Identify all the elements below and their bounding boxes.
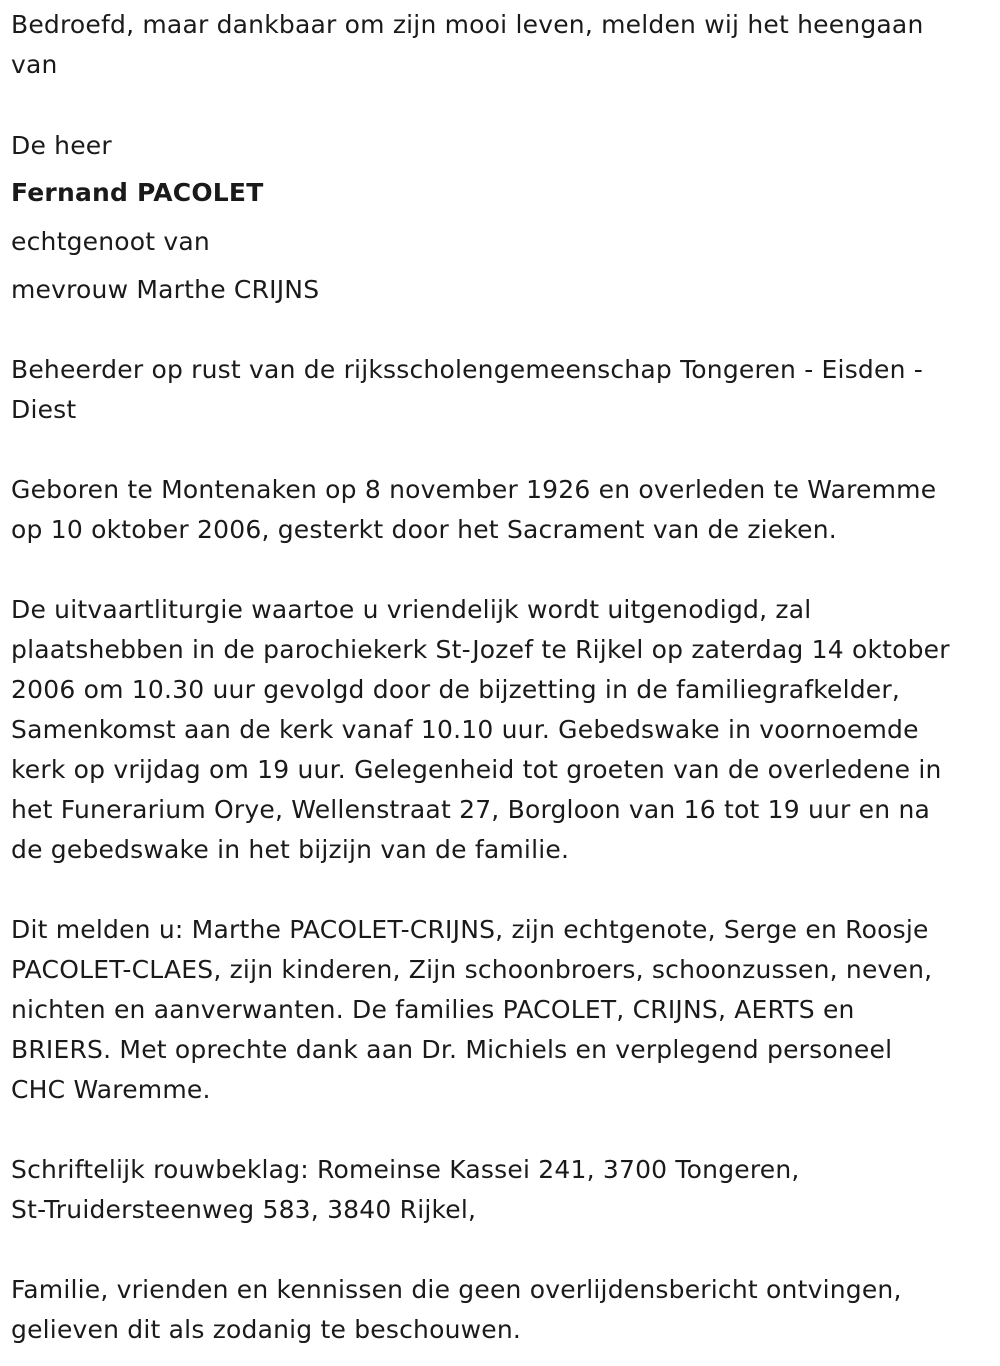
family-line: CHC Waremme. xyxy=(11,1075,211,1104)
role-paragraph xyxy=(11,350,991,430)
role-line: Diest xyxy=(11,395,77,424)
intro-line: van xyxy=(11,50,58,79)
family-line: PACOLET-CLAES, zijn kinderen, Zijn schoonbroers, schoonzussen, neven, xyxy=(11,955,933,984)
family-line: Dit melden u: Marthe PACOLET-CRIJNS, zijn echtgenote, Serge en Roosje xyxy=(11,915,929,944)
spouse-label: echtgenoot van xyxy=(11,227,210,256)
funeral-line: plaatshebben in de parochiekerk St-Jozef te Rijkel op zaterdag 14 oktober xyxy=(11,635,950,664)
address-line: Schriftelijk rouwbeklag: Romeinse Kassei 241, 3700 Tongeren, xyxy=(11,1155,800,1184)
closing-line: gelieven dit als zodanig te beschouwen. xyxy=(11,1315,522,1344)
family-line: nichten en aanverwanten. De families PACOLET, CRIJNS, AERTS en xyxy=(11,995,855,1024)
funeral-line: kerk op vrijdag om 19 uur. Gelegenheid tot groeten van de overledene in xyxy=(11,755,942,784)
funeral-paragraph xyxy=(11,590,996,870)
funeral-line: De uitvaartliturgie waartoe u vriendelijk wordt uitgenodigd, zal xyxy=(11,595,812,624)
intro-line: Bedroefd, maar dankbaar om zijn mooi leven, melden wij het heengaan xyxy=(11,10,924,39)
salutation: De heer xyxy=(11,131,112,160)
closing-paragraph xyxy=(11,1270,986,1350)
family-paragraph xyxy=(11,910,986,1110)
deceased-name: Fernand PACOLET xyxy=(11,178,264,207)
spouse-name: mevrouw Marthe CRIJNS xyxy=(11,275,320,304)
condolence-address-paragraph xyxy=(11,1150,971,1230)
closing-line: Familie, vrienden en kennissen die geen overlijdensbericht ontvingen, xyxy=(11,1275,902,1304)
intro-paragraph xyxy=(11,5,986,85)
address-line: St-Truidersteenweg 583, 3840 Rijkel, xyxy=(11,1195,477,1224)
funeral-line: Samenkomst aan de kerk vanaf 10.10 uur. Gebedswake in voornoemde xyxy=(11,715,919,744)
funeral-line: het Funerarium Orye, Wellenstraat 27, Borgloon van 16 tot 19 uur en na xyxy=(11,795,931,824)
family-line: BRIERS. Met oprechte dank aan Dr. Michiels en verplegend personeel xyxy=(11,1035,893,1064)
born-line: Geboren te Montenaken op 8 november 1926 en overleden te Waremme xyxy=(11,475,937,504)
born-line: op 10 oktober 2006, gesterkt door het Sacrament van de zieken. xyxy=(11,515,837,544)
role-line: Beheerder op rust van de rijksscholengemeenschap Tongeren - Eisden - xyxy=(11,355,923,384)
birth-death-paragraph xyxy=(11,470,991,550)
funeral-line: 2006 om 10.30 uur gevolgd door de bijzetting in de familiegrafkelder, xyxy=(11,675,901,704)
funeral-line: de gebedswake in het bijzijn van de familie. xyxy=(11,835,570,864)
